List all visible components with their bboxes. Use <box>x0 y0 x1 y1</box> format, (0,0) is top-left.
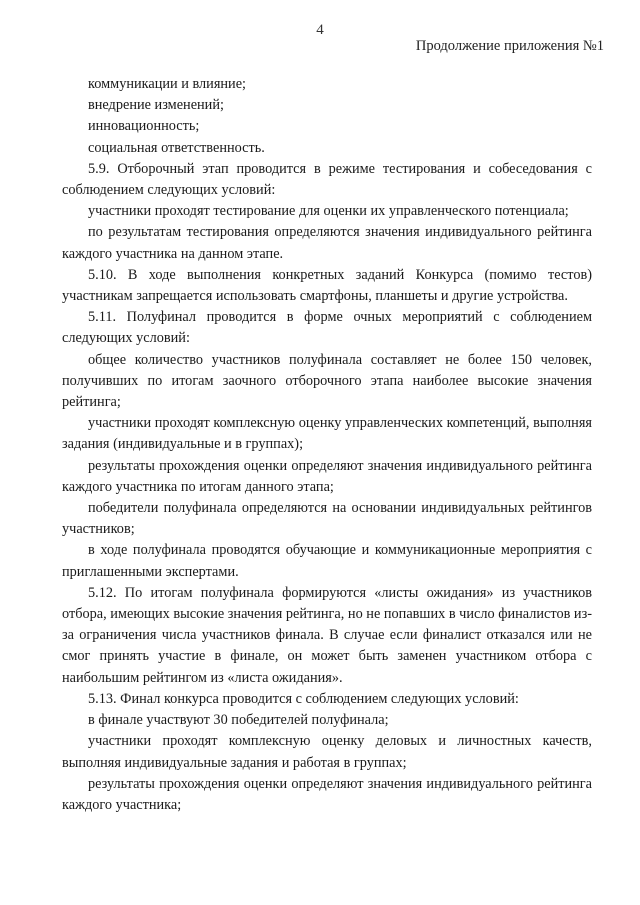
list-item: по результатам тестирования определяются значения индивидуального рейтинга каждого участника на данном этапе. <box>62 224 592 262</box>
appendix-continuation-note: Продолжение приложения №1 <box>415 38 604 54</box>
list-item: участники проходят комплексную оценку деловых и личностных качеств, выполняя индивидуальные задания и работая в группах; <box>62 733 592 771</box>
list-item: в финале участвуют 30 победителей полуфинала; <box>88 712 389 729</box>
list-item: внедрение изменений; <box>88 97 224 114</box>
page-number: 4 <box>316 22 324 38</box>
paragraph-5-9: 5.9. Отборочный этап проводится в режиме тестирования и собеседования с соблюдением следующих условий: <box>62 160 592 199</box>
document-body <box>62 74 592 816</box>
list-item: в ходе полуфинала проводятся обучающие и коммуникационные мероприятия с приглашенными экспертами. <box>62 542 592 580</box>
paragraph-5-13: 5.13. Финал конкурса проводится с соблюдением следующих условий: <box>88 690 519 707</box>
list-item: коммуникации и влияние; <box>88 76 247 92</box>
list-item: результаты прохождения оценки определяют значения индивидуального рейтинга каждого участника; <box>62 775 592 813</box>
list-item: участники проходят комплексную оценку управленческих компетенций, выполняя задания (индивидуальные и в группах); <box>62 415 592 453</box>
list-item: общее количество участников полуфинала составляет не более 150 человек, получивших по итогам заочного отборочного этапа наиболее высокие значения рейтинга; <box>62 351 592 411</box>
list-item: результаты прохождения оценки определяют значения индивидуального рейтинга каждого участника по итогам данного этапа; <box>62 457 592 495</box>
paragraph-5-11: 5.11. Полуфинал проводится в форме очных мероприятий с соблюдением следующих условий: <box>62 309 592 347</box>
list-item: инновационность; <box>88 118 200 135</box>
list-item: победители полуфинала определяются на основании индивидуальных рейтингов участников; <box>62 500 592 538</box>
paragraph-5-10: 5.10. В ходе выполнения конкретных заданий Конкурса (помимо тестов) участникам запрещается использовать смартфоны, планшеты и другие устройства. <box>62 266 592 305</box>
paragraph-5-12: 5.12. По итогам полуфинала формируются «листы ожидания» из участников отбора, имеющих высокие значения рейтинга, но не попавших в число финалистов из-за ограничения числа участников финала. В случае если финалист отказался или не смог принять участие в финале, он может быть заменен участником отбора с наибольшим рейтингом из «листа ожидания». <box>62 584 592 686</box>
list-item: социальная ответственность. <box>88 139 265 156</box>
list-item: участники проходят тестирование для оценки их управленческого потенциала; <box>88 203 569 220</box>
